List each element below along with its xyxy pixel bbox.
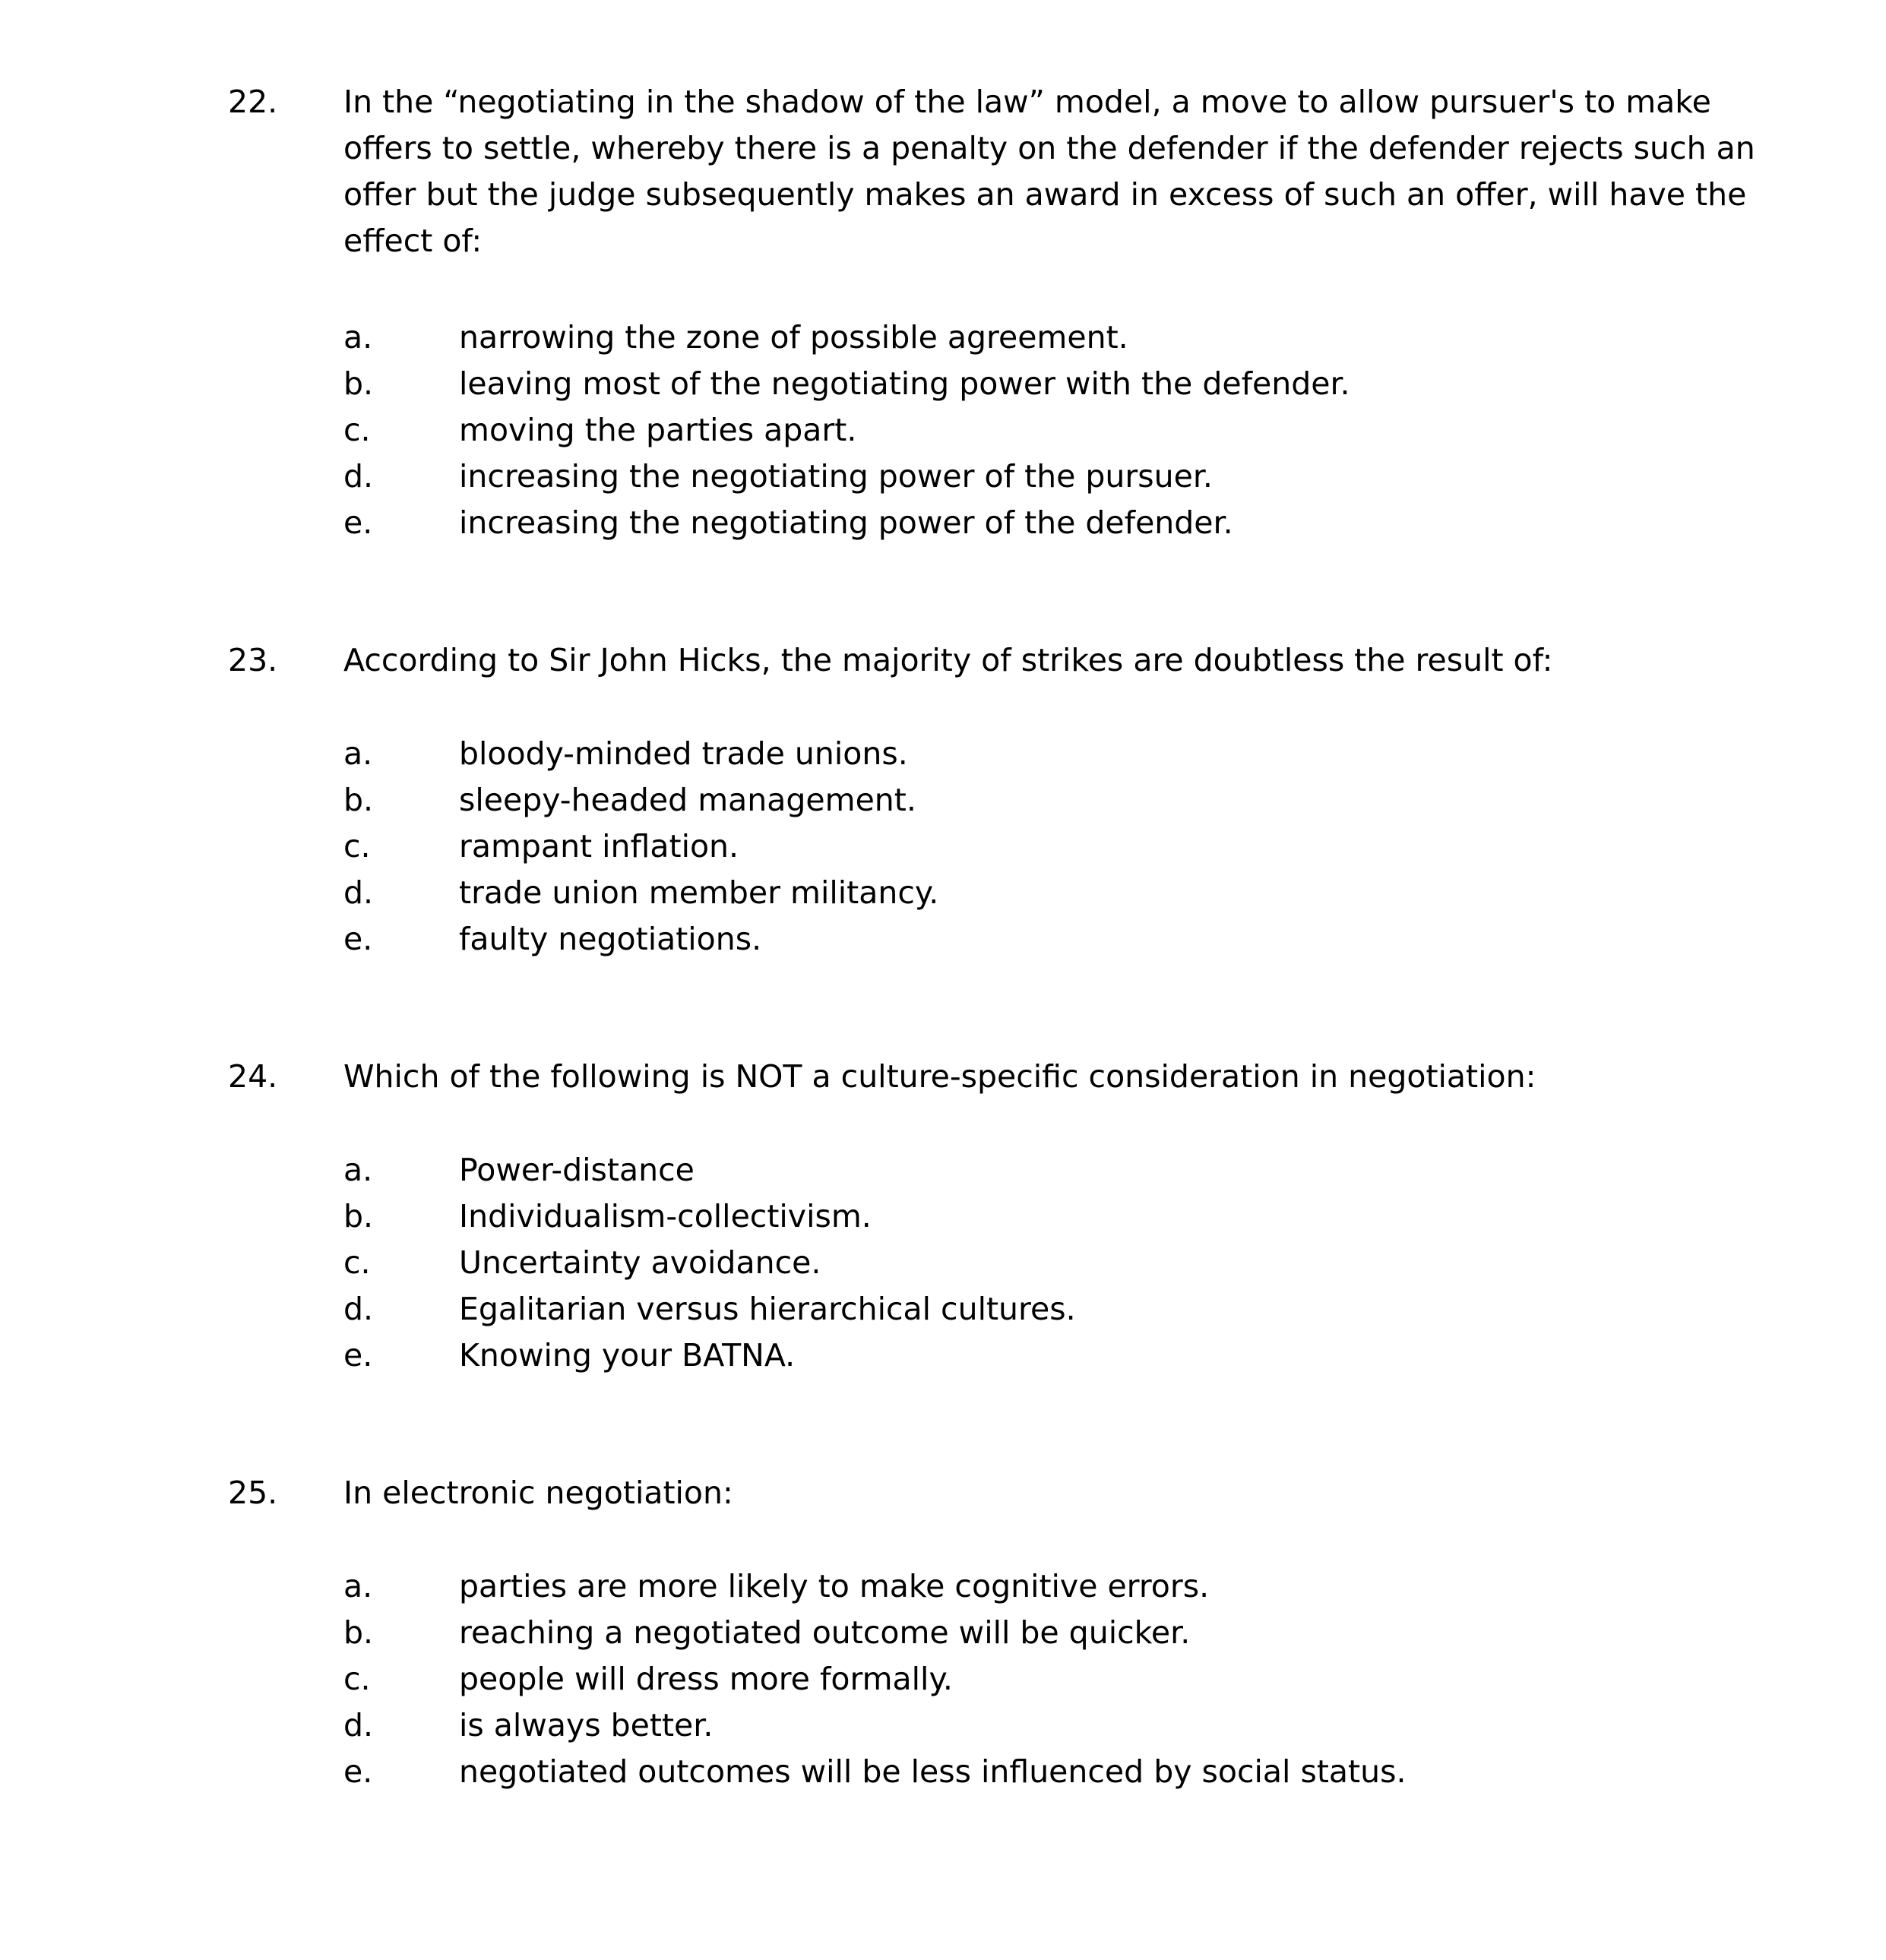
option-letter: d.	[343, 1707, 374, 1743]
option-d	[0, 870, 1886, 916]
option-text: Power-distance	[459, 1152, 695, 1188]
option-text: Knowing your BATNA.	[459, 1337, 796, 1374]
option-e	[0, 1749, 1886, 1795]
option-letter: e.	[343, 921, 373, 957]
question-number: 25.	[228, 1475, 278, 1511]
option-d	[0, 1286, 1886, 1332]
option-letter: d.	[343, 1291, 374, 1327]
question-text-line: Which of the following is NOT a culture-specific consideration in negotiation:	[343, 1058, 1536, 1095]
option-text: is always better.	[459, 1707, 714, 1743]
option-letter: b.	[343, 1198, 374, 1234]
question-text-line: In electronic negotiation:	[343, 1475, 733, 1511]
option-text: rampant inflation.	[459, 828, 739, 865]
option-text: trade union member militancy.	[459, 874, 939, 911]
option-b	[0, 1193, 1886, 1240]
question-text	[343, 79, 1755, 264]
option-e	[0, 500, 1886, 546]
option-b	[0, 361, 1886, 407]
option-letter: a.	[343, 1568, 373, 1604]
option-text: leaving most of the negotiating power with the defender.	[459, 365, 1350, 402]
option-c	[0, 1240, 1886, 1286]
option-c	[0, 1656, 1886, 1702]
question-text-line: offer but the judge subsequently makes an award in excess of such an offer, will have the	[343, 176, 1747, 213]
option-e	[0, 1332, 1886, 1379]
option-letter: e.	[343, 504, 373, 541]
option-a	[0, 731, 1886, 777]
option-a	[0, 315, 1886, 361]
option-letter: b.	[343, 1614, 374, 1651]
question-text	[343, 1054, 1749, 1100]
option-text: increasing the negotiating power of the pursuer.	[459, 458, 1213, 495]
option-e	[0, 916, 1886, 963]
question-text-line: In the “negotiating in the shadow of the law” model, a move to allow pursuer's to make	[343, 84, 1711, 120]
option-letter: c.	[343, 412, 371, 448]
option-text: Individualism-collectivism.	[459, 1198, 872, 1234]
option-text: Egalitarian versus hierarchical cultures.	[459, 1291, 1076, 1327]
option-c	[0, 407, 1886, 454]
option-text: faulty negotiations.	[459, 921, 762, 957]
option-letter: a.	[343, 1152, 373, 1188]
option-letter: b.	[343, 782, 374, 818]
option-a	[0, 1147, 1886, 1193]
option-text: narrowing the zone of possible agreement.	[459, 319, 1128, 356]
option-letter: c.	[343, 1244, 371, 1281]
option-letter: b.	[343, 365, 374, 402]
option-letter: e.	[343, 1337, 373, 1374]
option-b	[0, 777, 1886, 824]
question-number: 24.	[228, 1058, 278, 1095]
option-text: increasing the negotiating power of the defender.	[459, 504, 1233, 541]
question-text-line: effect of:	[343, 223, 483, 259]
option-letter: a.	[343, 735, 373, 772]
option-text: sleepy-headed management.	[459, 782, 916, 818]
option-letter: c.	[343, 828, 371, 865]
option-b	[0, 1610, 1886, 1656]
option-a	[0, 1563, 1886, 1610]
option-d	[0, 454, 1886, 500]
question-text-line: offers to settle, whereby there is a penalty on the defender if the defender rejects such an	[343, 130, 1755, 166]
option-text: parties are more likely to make cognitive errors.	[459, 1568, 1210, 1604]
option-c	[0, 824, 1886, 870]
option-d	[0, 1702, 1886, 1749]
question-text	[343, 1470, 1749, 1516]
option-letter: d.	[343, 458, 374, 495]
option-text: reaching a negotiated outcome will be quicker.	[459, 1614, 1191, 1651]
option-letter: a.	[343, 319, 373, 356]
question-number: 22.	[228, 84, 278, 120]
option-text: people will dress more formally.	[459, 1661, 953, 1697]
option-letter: e.	[343, 1753, 373, 1790]
option-text: moving the parties apart.	[459, 412, 857, 448]
option-text: Uncertainty avoidance.	[459, 1244, 821, 1281]
question-number: 23.	[228, 642, 278, 678]
option-text: bloody-minded trade unions.	[459, 735, 908, 772]
option-text: negotiated outcomes will be less influenced by social status.	[459, 1753, 1407, 1790]
option-letter: c.	[343, 1661, 371, 1697]
option-letter: d.	[343, 874, 374, 911]
question-text	[343, 637, 1749, 684]
question-text-line: According to Sir John Hicks, the majority of strikes are doubtless the result of:	[343, 642, 1553, 678]
